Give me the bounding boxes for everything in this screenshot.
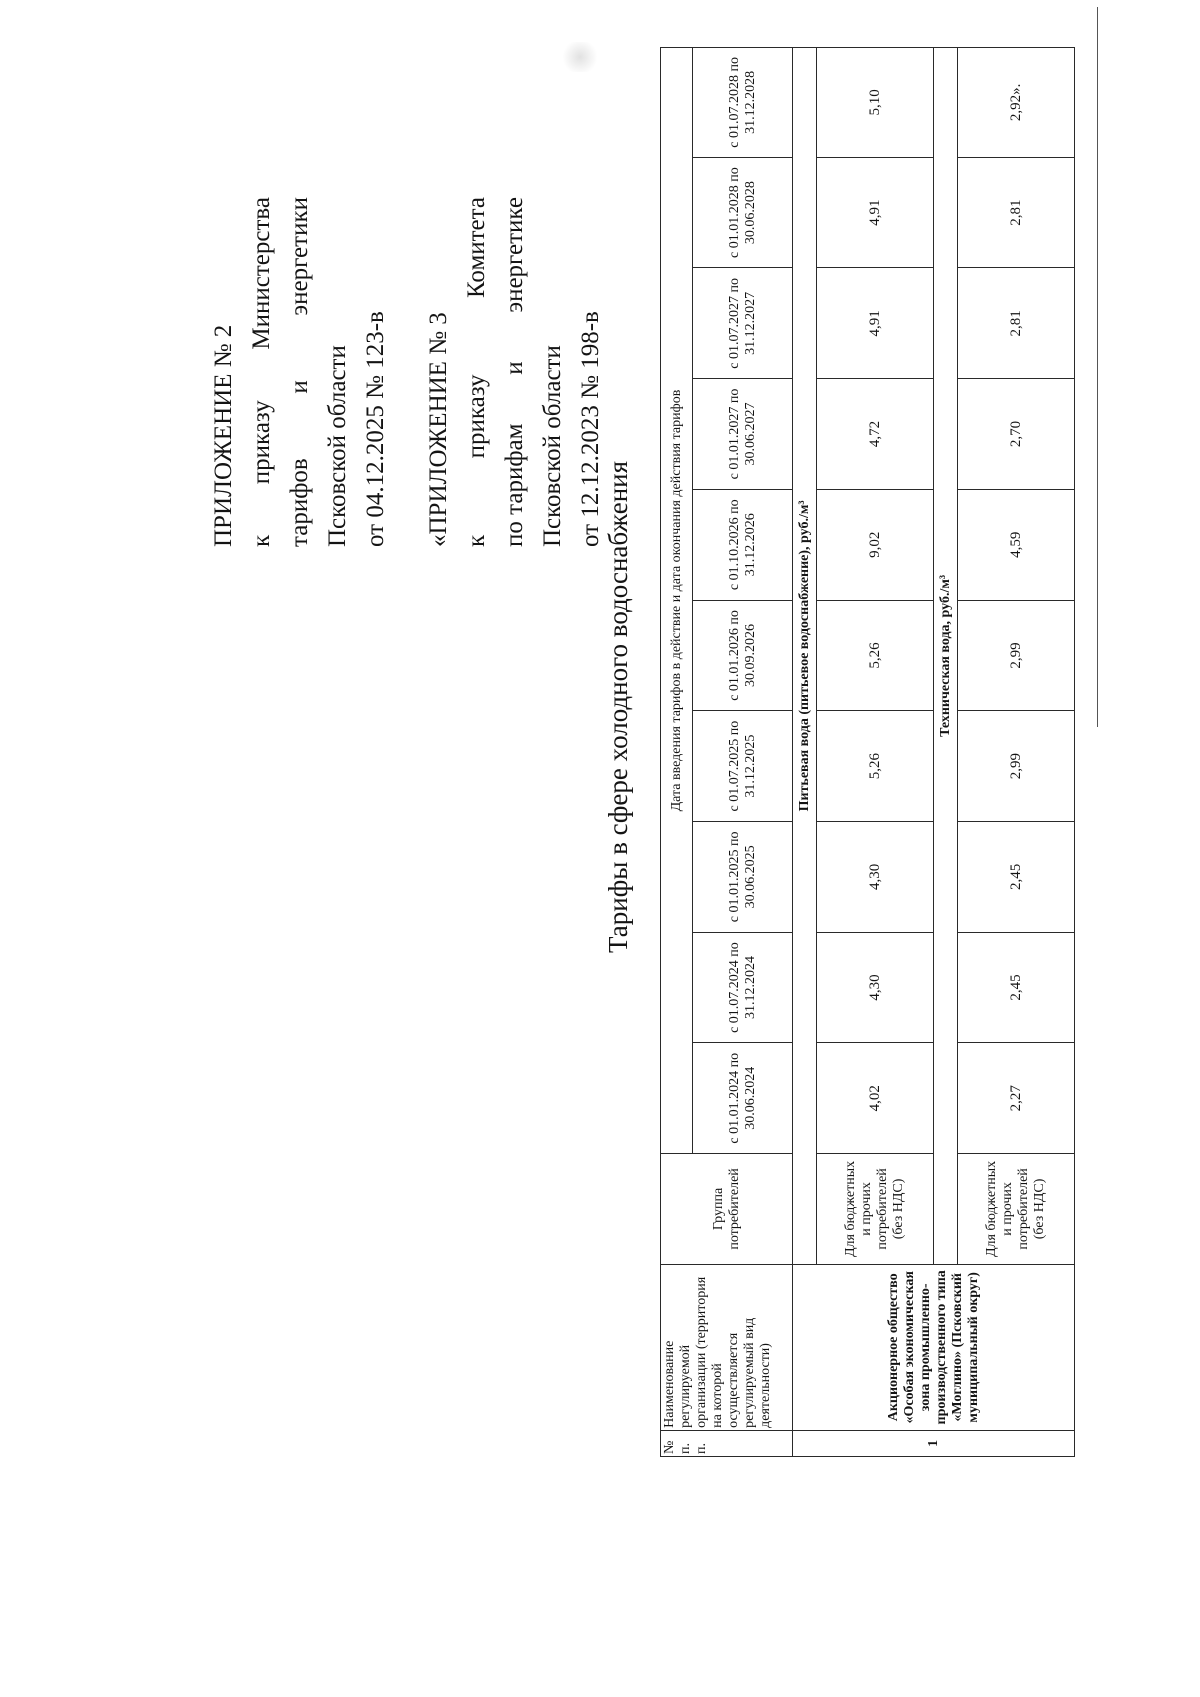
tariff-value: 4,91	[817, 157, 934, 268]
tariff-value: 4,30	[817, 932, 934, 1043]
consumer-group-cell: Для бюджетных и прочих потребителей (без НДС)	[817, 1154, 934, 1265]
consumer-group-cell: Для бюджетных и прочих потребителей (без НДС)	[958, 1154, 1075, 1265]
tariff-value: 9,02	[817, 489, 934, 600]
annex-current-date: от 04.12.2025 № 123-в	[362, 311, 389, 547]
tariff-value: 4,59	[958, 489, 1075, 600]
period-header: с 01.01.2025 по 30.06.2025	[693, 821, 793, 932]
annex-original-line3: по тарифам и энергетике	[501, 197, 528, 547]
annex-current-title: ПРИЛОЖЕНИЕ № 2	[210, 324, 237, 547]
organization-name: Акционерное общество «Особая экономическая зона промышленно-производственного типа «Моглино» (Псковский муниципальный округ)	[793, 1264, 1075, 1430]
annex-original-title: «ПРИЛОЖЕНИЕ № 3	[425, 312, 452, 547]
annex-current-region: Псковской области	[324, 345, 351, 547]
annex-original-line2: к приказу Комитета	[463, 197, 490, 547]
annex-original-date: от 12.12.2023 № 198-в	[577, 311, 604, 547]
tariff-value: 5,26	[817, 600, 934, 711]
period-header: с 01.07.2025 по 31.12.2025	[693, 711, 793, 822]
tariff-value: 2,99	[958, 711, 1075, 822]
tariff-value: 2,81	[958, 157, 1075, 268]
period-header: с 01.01.2028 по 30.06.2028	[693, 157, 793, 268]
tariff-value: 2,45	[958, 932, 1075, 1043]
tariff-value: 2,92».	[958, 48, 1075, 158]
section-row-drinking-water	[793, 48, 817, 1457]
tariff-value: 2,70	[958, 379, 1075, 490]
period-header: с 01.10.2026 по 31.12.2026	[693, 489, 793, 600]
annex-original-region: Псковской области	[539, 345, 566, 547]
scan-speck	[560, 42, 600, 72]
tariff-value: 4,72	[817, 379, 934, 490]
section-row-technical-water	[933, 48, 957, 1457]
period-header: с 01.01.2027 по 30.06.2027	[693, 379, 793, 490]
tariff-value: 4,91	[817, 268, 934, 379]
annex-current-line2: к приказу Министерства	[248, 197, 275, 547]
period-header: с 01.01.2024 по 30.06.2024	[693, 1043, 793, 1154]
section-title-drinking-water: Питьевая вода (питьевое водоснабжение), руб./м³	[793, 48, 817, 1265]
period-header: с 01.07.2027 по 31.12.2027	[693, 268, 793, 379]
tariff-value: 2,81	[958, 268, 1075, 379]
period-header: с 01.01.2026 по 30.09.2026	[693, 600, 793, 711]
header-consumer-group: Группа потребителей	[661, 1154, 793, 1265]
tariff-value: 2,27	[958, 1043, 1075, 1154]
table-row	[958, 48, 1075, 1457]
document-title: Тарифы в сфере холодного водоснабжения	[603, 460, 633, 954]
annex-current-block	[205, 197, 395, 547]
row-number: 1	[793, 1430, 1075, 1456]
header-number: № п. п.	[661, 1430, 793, 1456]
tariff-value: 4,02	[817, 1043, 934, 1154]
tariff-value: 4,30	[817, 821, 934, 932]
tariff-value: 5,26	[817, 711, 934, 822]
header-organization: Наименование регулируемой организации (территория на которой осуществляется регулируемый вид деятельности)	[661, 1264, 793, 1430]
annex-current-line3: тарифов и энергетики	[286, 197, 313, 547]
section-title-technical-water: Техническая вода, руб./м³	[933, 48, 957, 1265]
tariff-value: 2,99	[958, 600, 1075, 711]
annex-original-block	[420, 197, 610, 547]
period-header: с 01.07.2028 по 31.12.2028	[693, 48, 793, 158]
tariff-value: 5,10	[817, 48, 934, 158]
footer-rule	[1097, 7, 1098, 727]
tariff-value: 2,45	[958, 821, 1075, 932]
tariff-table	[660, 47, 1075, 1457]
table-row	[817, 48, 934, 1457]
period-header: с 01.07.2024 по 31.12.2024	[693, 932, 793, 1043]
header-tariff-dates: Дата введения тарифов в действие и дата окончания действия тарифов	[661, 48, 693, 1154]
